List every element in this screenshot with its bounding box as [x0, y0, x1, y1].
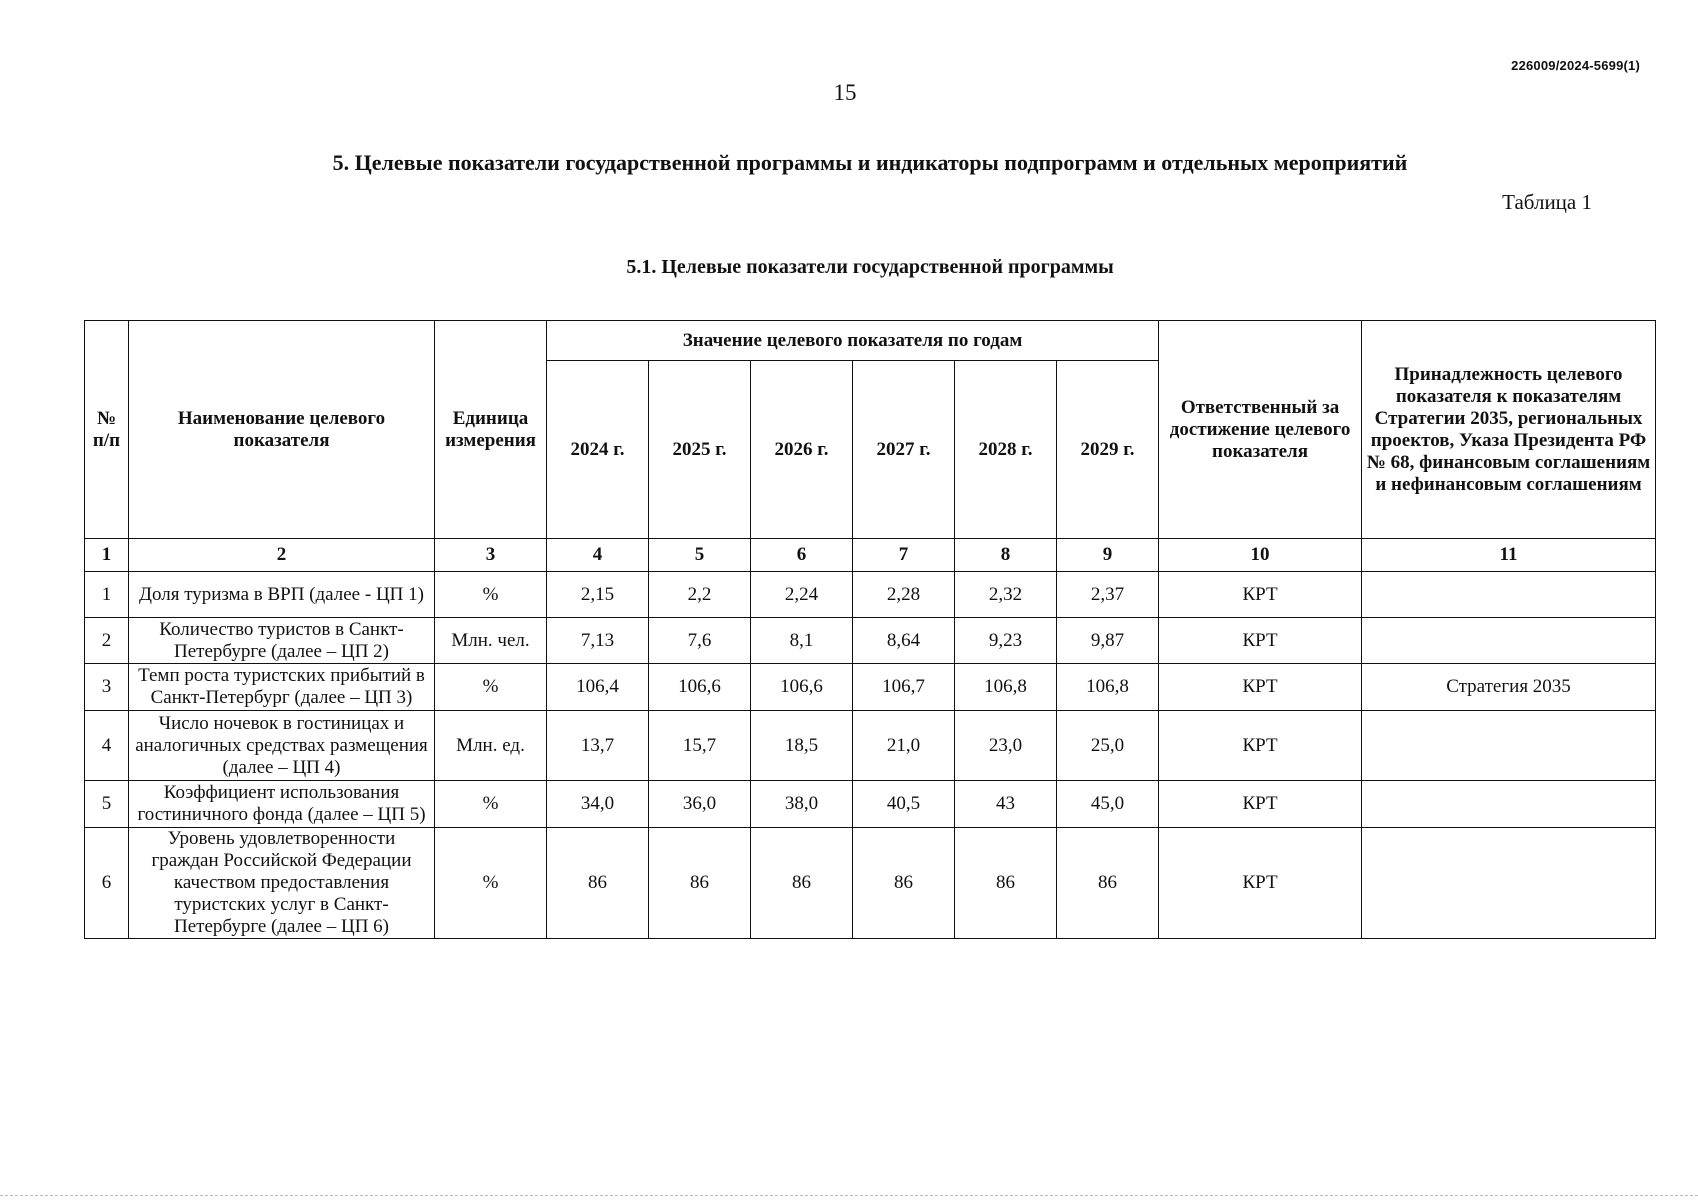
responsible: КРТ [1159, 618, 1362, 664]
value-2029: 86 [1057, 828, 1159, 939]
column-number-row [85, 539, 1656, 572]
header-year: 2028 г. [955, 361, 1057, 539]
value-2029: 9,87 [1057, 618, 1159, 664]
scan-edge-divider [0, 1195, 1698, 1200]
indicator-unit: Млн. чел. [435, 618, 547, 664]
value-2026: 18,5 [751, 711, 853, 781]
column-number: 2 [129, 539, 435, 572]
indicator-name: Число ночевок в гостиницах и аналогичных средствах размещения (далее – ЦП 4) [129, 711, 435, 781]
column-number: 9 [1057, 539, 1159, 572]
indicator-unit: % [435, 572, 547, 618]
header-year: 2025 г. [649, 361, 751, 539]
table-label: Таблица 1 [1502, 190, 1592, 214]
value-2028: 9,23 [955, 618, 1057, 664]
value-2025: 2,2 [649, 572, 751, 618]
header-year: 2026 г. [751, 361, 853, 539]
belonging [1362, 781, 1656, 828]
indicator-unit: % [435, 828, 547, 939]
value-2027: 86 [853, 828, 955, 939]
header-year: 2029 г. [1057, 361, 1159, 539]
responsible: КРТ [1159, 711, 1362, 781]
responsible: КРТ [1159, 781, 1362, 828]
value-2024: 7,13 [547, 618, 649, 664]
value-2027: 106,7 [853, 664, 955, 711]
value-2024: 34,0 [547, 781, 649, 828]
value-2027: 21,0 [853, 711, 955, 781]
page-number: 15 [833, 80, 857, 105]
value-2024: 13,7 [547, 711, 649, 781]
value-2028: 23,0 [955, 711, 1057, 781]
row-num: 2 [85, 618, 129, 664]
column-number: 4 [547, 539, 649, 572]
value-2029: 25,0 [1057, 711, 1159, 781]
row-num: 3 [85, 664, 129, 711]
value-2028: 106,8 [955, 664, 1057, 711]
value-2025: 7,6 [649, 618, 751, 664]
belonging [1362, 618, 1656, 664]
indicator-name: Коэффициент использования гостиничного фонда (далее – ЦП 5) [129, 781, 435, 828]
header-years-group: Значение целевого показателя по годам [547, 321, 1159, 361]
value-2025: 106,6 [649, 664, 751, 711]
value-2024: 106,4 [547, 664, 649, 711]
value-2028: 86 [955, 828, 1057, 939]
header-name: Наименование целевого показателя [129, 321, 435, 539]
value-2028: 2,32 [955, 572, 1057, 618]
row-num: 4 [85, 711, 129, 781]
table-row [85, 572, 1656, 618]
column-number: 6 [751, 539, 853, 572]
belonging [1362, 711, 1656, 781]
belonging [1362, 828, 1656, 939]
value-2027: 8,64 [853, 618, 955, 664]
value-2025: 86 [649, 828, 751, 939]
column-number: 5 [649, 539, 751, 572]
value-2026: 38,0 [751, 781, 853, 828]
value-2026: 8,1 [751, 618, 853, 664]
indicator-unit: Млн. ед. [435, 711, 547, 781]
row-num: 6 [85, 828, 129, 939]
value-2027: 2,28 [853, 572, 955, 618]
subsection-title: 5.1. Целевые показатели государственной программы [626, 256, 1114, 278]
value-2029: 45,0 [1057, 781, 1159, 828]
table-row [85, 664, 1656, 711]
indicator-unit: % [435, 781, 547, 828]
indicator-name: Количество туристов в Санкт-Петербурге (далее – ЦП 2) [129, 618, 435, 664]
header-unit: Единица измерения [435, 321, 547, 539]
header-year: 2024 г. [547, 361, 649, 539]
header-belonging: Принадлежность целевого показателя к показателям Стратегии 2035, региональных проектов, Указа Президента РФ № 68, финансовым соглашениям и нефинансовым соглашениям [1362, 321, 1656, 539]
indicator-unit: % [435, 664, 547, 711]
value-2025: 36,0 [649, 781, 751, 828]
value-2029: 106,8 [1057, 664, 1159, 711]
belonging [1362, 572, 1656, 618]
column-number: 3 [435, 539, 547, 572]
table-row [85, 781, 1656, 828]
column-number: 7 [853, 539, 955, 572]
value-2024: 2,15 [547, 572, 649, 618]
value-2024: 86 [547, 828, 649, 939]
table-row [85, 828, 1656, 939]
column-number: 1 [85, 539, 129, 572]
column-number: 10 [1159, 539, 1362, 572]
row-num: 1 [85, 572, 129, 618]
indicator-name: Темп роста туристских прибытий в Санкт-Петербург (далее – ЦП 3) [129, 664, 435, 711]
value-2026: 106,6 [751, 664, 853, 711]
table-row [85, 711, 1656, 781]
value-2025: 15,7 [649, 711, 751, 781]
responsible: КРТ [1159, 828, 1362, 939]
header-year: 2027 г. [853, 361, 955, 539]
column-number: 8 [955, 539, 1057, 572]
belonging: Стратегия 2035 [1362, 664, 1656, 711]
responsible: КРТ [1159, 572, 1362, 618]
value-2027: 40,5 [853, 781, 955, 828]
column-number: 11 [1362, 539, 1656, 572]
header-responsible: Ответственный за достижение целевого показателя [1159, 321, 1362, 539]
document-id: 226009/2024-5699(1) [1511, 58, 1640, 73]
section-title: 5. Целевые показатели государственной программы и индикаторы подпрограмм и отдельных мероприятий [332, 150, 1408, 175]
header-num: № п/п [85, 321, 129, 539]
indicators-table [84, 320, 1656, 939]
value-2026: 2,24 [751, 572, 853, 618]
value-2029: 2,37 [1057, 572, 1159, 618]
table-row [85, 618, 1656, 664]
row-num: 5 [85, 781, 129, 828]
responsible: КРТ [1159, 664, 1362, 711]
indicator-name: Доля туризма в ВРП (далее - ЦП 1) [129, 572, 435, 618]
value-2026: 86 [751, 828, 853, 939]
indicator-name: Уровень удовлетворенности граждан Российской Федерации качеством предоставления туристских услуг в Санкт-Петербурге (далее – ЦП 6) [129, 828, 435, 939]
value-2028: 43 [955, 781, 1057, 828]
